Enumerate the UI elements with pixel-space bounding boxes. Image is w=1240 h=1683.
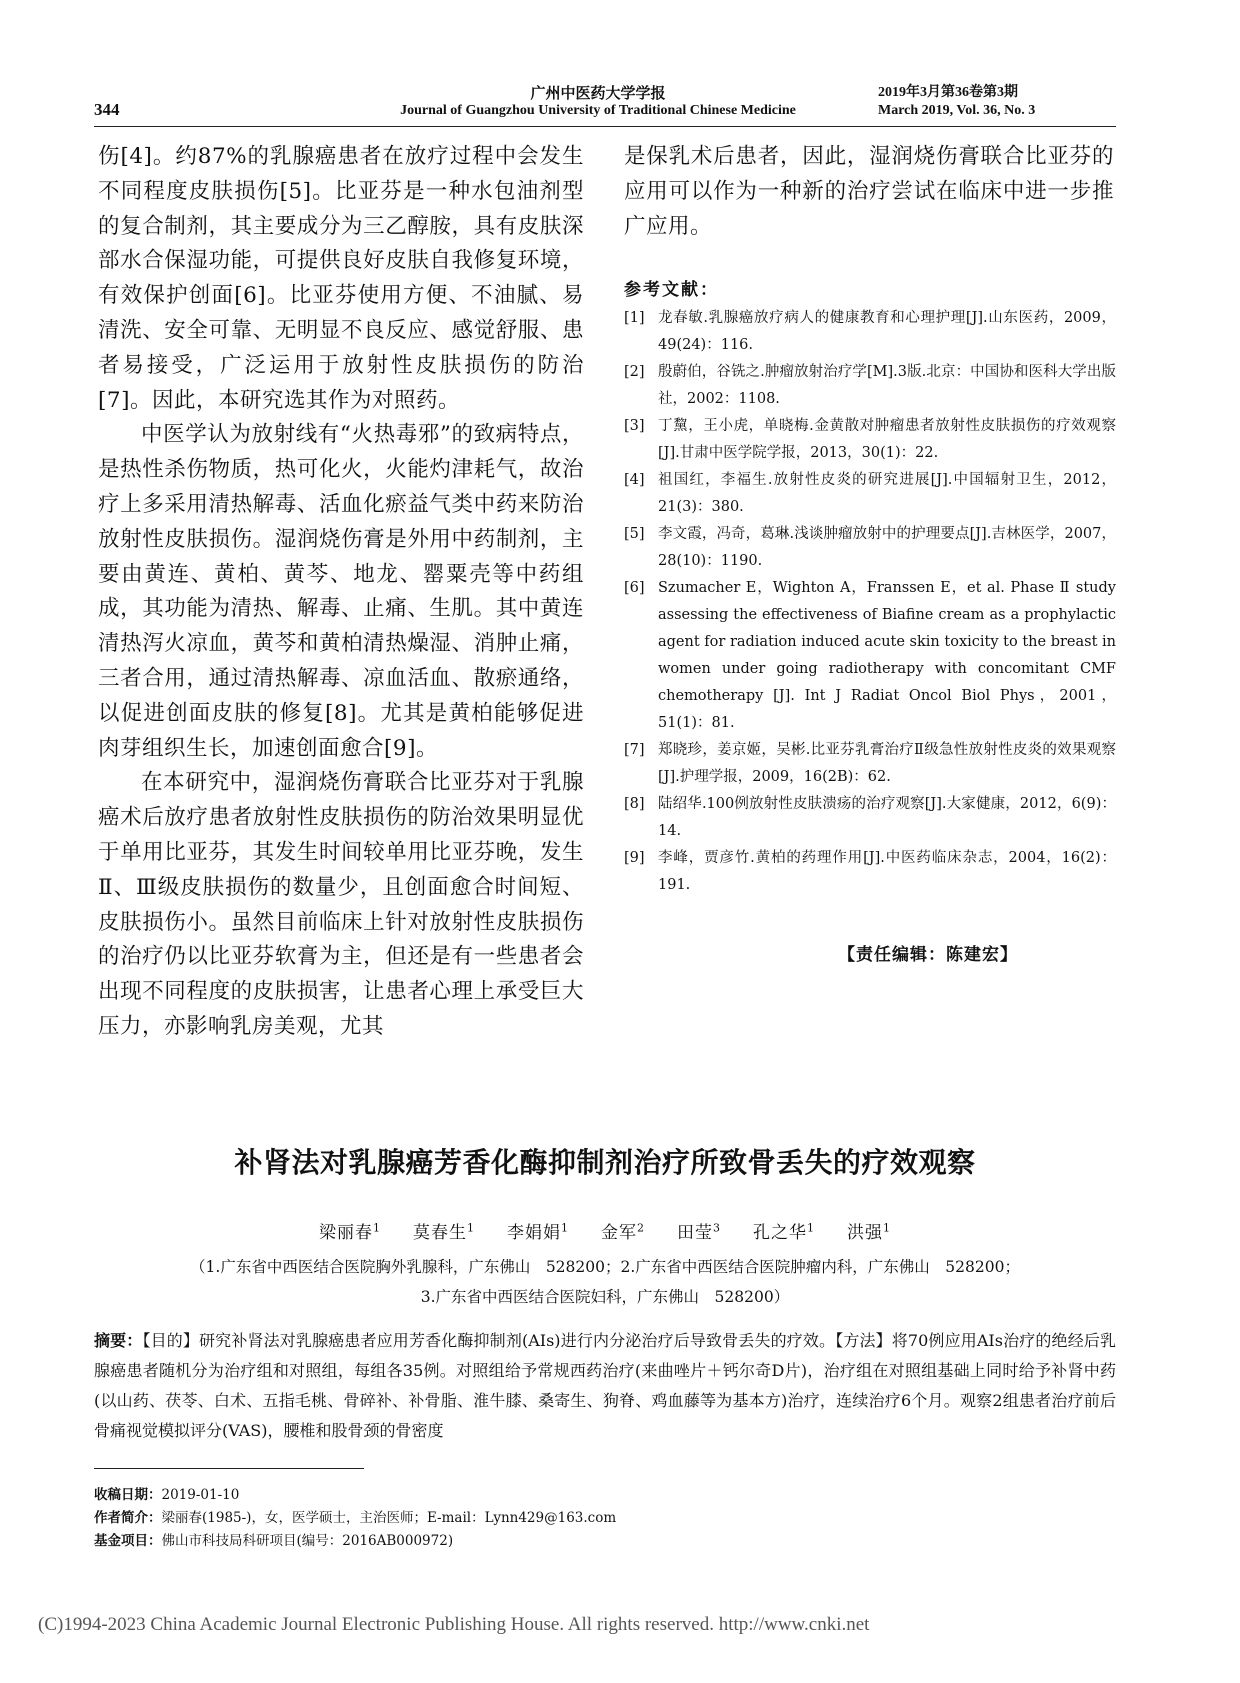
footnote-received (94, 1484, 616, 1507)
author-bio-label: 作者简介： (94, 1510, 162, 1526)
author-name: 李娟娟 (507, 1223, 561, 1243)
author (753, 1223, 815, 1243)
reference-number: [4] (624, 472, 645, 488)
reference-item (624, 359, 1116, 413)
author (413, 1223, 475, 1243)
author-name: 梁丽春 (319, 1223, 373, 1243)
affiliations (120, 1252, 1090, 1312)
author-affiliation-mark: 3 (713, 1221, 721, 1235)
received-date: 2019-01-10 (161, 1487, 240, 1503)
author-bio: 梁丽春(1985-)，女，医学硕士，主治医师；E-mail：Lynn429@163.com (161, 1510, 617, 1526)
author-name: 洪强 (847, 1223, 883, 1243)
footnote-fund (94, 1530, 616, 1553)
responsible-editor: 【责任编辑：陈建宏】 (838, 945, 1018, 965)
author-affiliation-mark: 1 (807, 1221, 815, 1235)
reference-item (624, 305, 1116, 359)
reference-number: [2] (624, 364, 645, 380)
left-paragraph-1: 伤[4]。约87%的乳腺癌患者在放疗过程中会发生不同程度皮肤损伤[5]。比亚芬是一种水包油剂型的复合制剂，其主要成分为三乙醇胺，具有皮肤深部水合保湿功能，可提供良好皮肤自我修复环境，有效保护创面[6]。比亚芬使用方便、不油腻、易清洗、安全可靠、无明显不良反应、感觉舒服、患者易接受，广泛运用于放射性皮肤损伤的防治[7]。因此，本研究选其作为对照药。 (98, 144, 584, 413)
reference-text: 陆绍华.100例放射性皮肤溃疡的治疗观察[J].大家健康，2012，6(9)：14. (658, 796, 1116, 839)
reference-item (624, 791, 1116, 845)
fund-label: 基金项目： (94, 1533, 162, 1549)
reference-number: [6] (624, 580, 645, 596)
author-affiliation-mark: 1 (561, 1221, 569, 1235)
reference-text: 李文霞，冯奇，葛琳.浅谈肿瘤放射中的护理要点[J].吉林医学，2007，28(10)：1190. (658, 526, 1116, 569)
footnote-author (94, 1507, 616, 1530)
reference-item (624, 737, 1116, 791)
journal-name-en: Journal of Guangzhou University of Traditional Chinese Medicine (400, 103, 796, 118)
author (507, 1223, 569, 1243)
reference-item (624, 467, 1116, 521)
fund-project: 佛山市科技局科研项目(编号：2016AB000972) (161, 1533, 454, 1549)
references-heading: 参考文献： (624, 280, 719, 300)
reference-text: 龙春敏.乳腺癌放疗病人的健康教育和心理护理[J].山东医药，2009，49(24)：116. (658, 310, 1116, 353)
affiliation-line-1: （1.广东省中西医结合医院胸外乳腺科，广东佛山 528200；2.广东省中西医结合医院肿瘤内科，广东佛山 528200； (190, 1258, 1020, 1276)
abstract-text: 【目的】研究补肾法对乳腺癌患者应用芳香化酶抑制剂(AIs)进行内分泌治疗后导致骨丢失的疗效。【方法】将70例应用AIs治疗的绝经后乳腺癌患者随机分为治疗组和对照组，每组各35例。对照组给予常规西药治疗(来曲唑片＋钙尔奇D片)，治疗组在对照组基础上同时给予补肾中药(以山药、茯苓、白术、五指毛桃、骨碎补、补骨脂、淮牛膝、桑寄生、狗脊、鸡血藤等为基本方)治疗，连续治疗6个月。观察2组患者治疗前后骨痛视觉模拟评分(VAS)，腰椎和股骨颈的骨密度 (94, 1331, 1116, 1440)
author (847, 1223, 891, 1243)
abstract-label: 摘要： (94, 1331, 143, 1350)
author-affiliation-mark: 1 (373, 1221, 381, 1235)
author-name: 孔之华 (753, 1223, 807, 1243)
footnotes (94, 1484, 616, 1553)
reference-text: 郑晓珍，姜京姬，吴彬.比亚芬乳膏治疗Ⅱ级急性放射性皮炎的效果观察[J].护理学报，2009，16(2B)：62. (658, 742, 1116, 785)
reference-text: 殷蔚伯，谷铣之.肿瘤放射治疗学[M].3版.北京：中国协和医科大学出版社，2002：1108. (658, 364, 1116, 407)
author (677, 1223, 721, 1243)
author-name: 金军 (601, 1223, 637, 1243)
reference-text: Szumacher E，Wighton A，Franssen E，et al. Phase Ⅱ study assessing the effectiveness of Biafine cream as a prophylactic agent for radiation induced acute skin toxicity to the breast in women under going radiotherapy with concomitant CMF chemotherapy [J]. Int J Radiat Oncol Biol Phys，2001，51(1)：81. (658, 580, 1116, 731)
author (319, 1223, 381, 1243)
left-column (98, 140, 584, 1045)
reference-text: 李峰，贾彦竹.黄柏的药理作用[J].中医药临床杂志，2004，16(2)：191. (658, 850, 1116, 893)
issue-cn: 2019年3月第36卷第3期 (878, 85, 1018, 100)
reference-number: [3] (624, 418, 645, 434)
reference-item (624, 845, 1116, 899)
reference-number: [5] (624, 526, 645, 542)
reference-number: [8] (624, 796, 645, 812)
right-paragraph-1: 是保乳术后患者，因此，湿润烧伤膏联合比亚芬的应用可以作为一种新的治疗尝试在临床中进一步推广应用。 (624, 144, 1114, 239)
reference-item (624, 413, 1116, 467)
page-number: 344 (94, 100, 120, 119)
article-title: 补肾法对乳腺癌芳香化酶抑制剂治疗所致骨丢失的疗效观察 (234, 1146, 976, 1179)
author (601, 1223, 645, 1243)
right-column (624, 140, 1114, 244)
issue-en: March 2019, Vol. 36, No. 3 (878, 103, 1036, 118)
journal-name (378, 84, 818, 120)
author-affiliation-mark: 1 (467, 1221, 475, 1235)
author-affiliation-mark: 1 (883, 1221, 891, 1235)
reference-list (624, 305, 1116, 899)
left-paragraph-3: 在本研究中，湿润烧伤膏联合比亚芬对于乳腺癌术后放疗患者放射性皮肤损伤的防治效果明显优于单用比亚芬，其发生时间较单用比亚芬晚，发生Ⅱ、Ⅲ级皮肤损伤的数量少，且创面愈合时间短、皮肤损伤小。虽然目前临床上针对放射性皮肤损伤的治疗仍以比亚芬软膏为主，但还是有一些患者会出现不同程度的皮肤损害，让患者心理上承受巨大压力，亦影响乳房美观，尤其 (98, 770, 584, 1039)
header-rule (94, 126, 1116, 127)
reference-number: [1] (624, 310, 645, 326)
footnote-rule (94, 1468, 364, 1469)
copyright-notice: (C)1994-2023 China Academic Journal Electronic Publishing House. All rights reserved. http://www.cnki.net (38, 1614, 870, 1635)
reference-item (624, 521, 1116, 575)
abstract (94, 1326, 1116, 1446)
reference-number: [7] (624, 742, 645, 758)
issue-info (878, 84, 1035, 120)
author-affiliation-mark: 2 (637, 1221, 645, 1235)
reference-number: [9] (624, 850, 645, 866)
author-list (94, 1218, 1116, 1243)
reference-text: 祖国红，李福生.放射性皮炎的研究进展[J].中国辐射卫生，2012，21(3)：380. (658, 472, 1116, 515)
reference-item (624, 575, 1116, 737)
author-name: 田莹 (677, 1223, 713, 1243)
reference-text: 丁黧，王小虎，单晓梅.金黄散对肿瘤患者放射性皮肤损伤的疗效观察[J].甘肃中医学院学报，2013，30(1)：22. (658, 418, 1116, 461)
journal-name-cn: 广州中医药大学学报 (530, 84, 666, 102)
received-label: 收稿日期： (94, 1487, 162, 1503)
affiliation-line-2: 3.广东省中西医结合医院妇科，广东佛山 528200） (420, 1288, 790, 1306)
author-name: 莫春生 (413, 1223, 467, 1243)
left-paragraph-2: 中医学认为放射线有“火热毒邪”的致病特点，是热性杀伤物质，热可化火，火能灼津耗气，故治疗上多采用清热解毒、活血化瘀益气类中药来防治放射性皮肤损伤。湿润烧伤膏是外用中药制剂，主要由黄连、黄柏、黄芩、地龙、罂粟壳等中药组成，其功能为清热、解毒、止痛、生肌。其中黄连清热泻火凉血，黄芩和黄柏清热燥湿、消肿止痛，三者合用，通过清热解毒、凉血活血、散瘀通络，以促进创面皮肤的修复[8]。尤其是黄柏能够促进肉芽组织生长，加速创面愈合[9]。 (98, 422, 584, 761)
